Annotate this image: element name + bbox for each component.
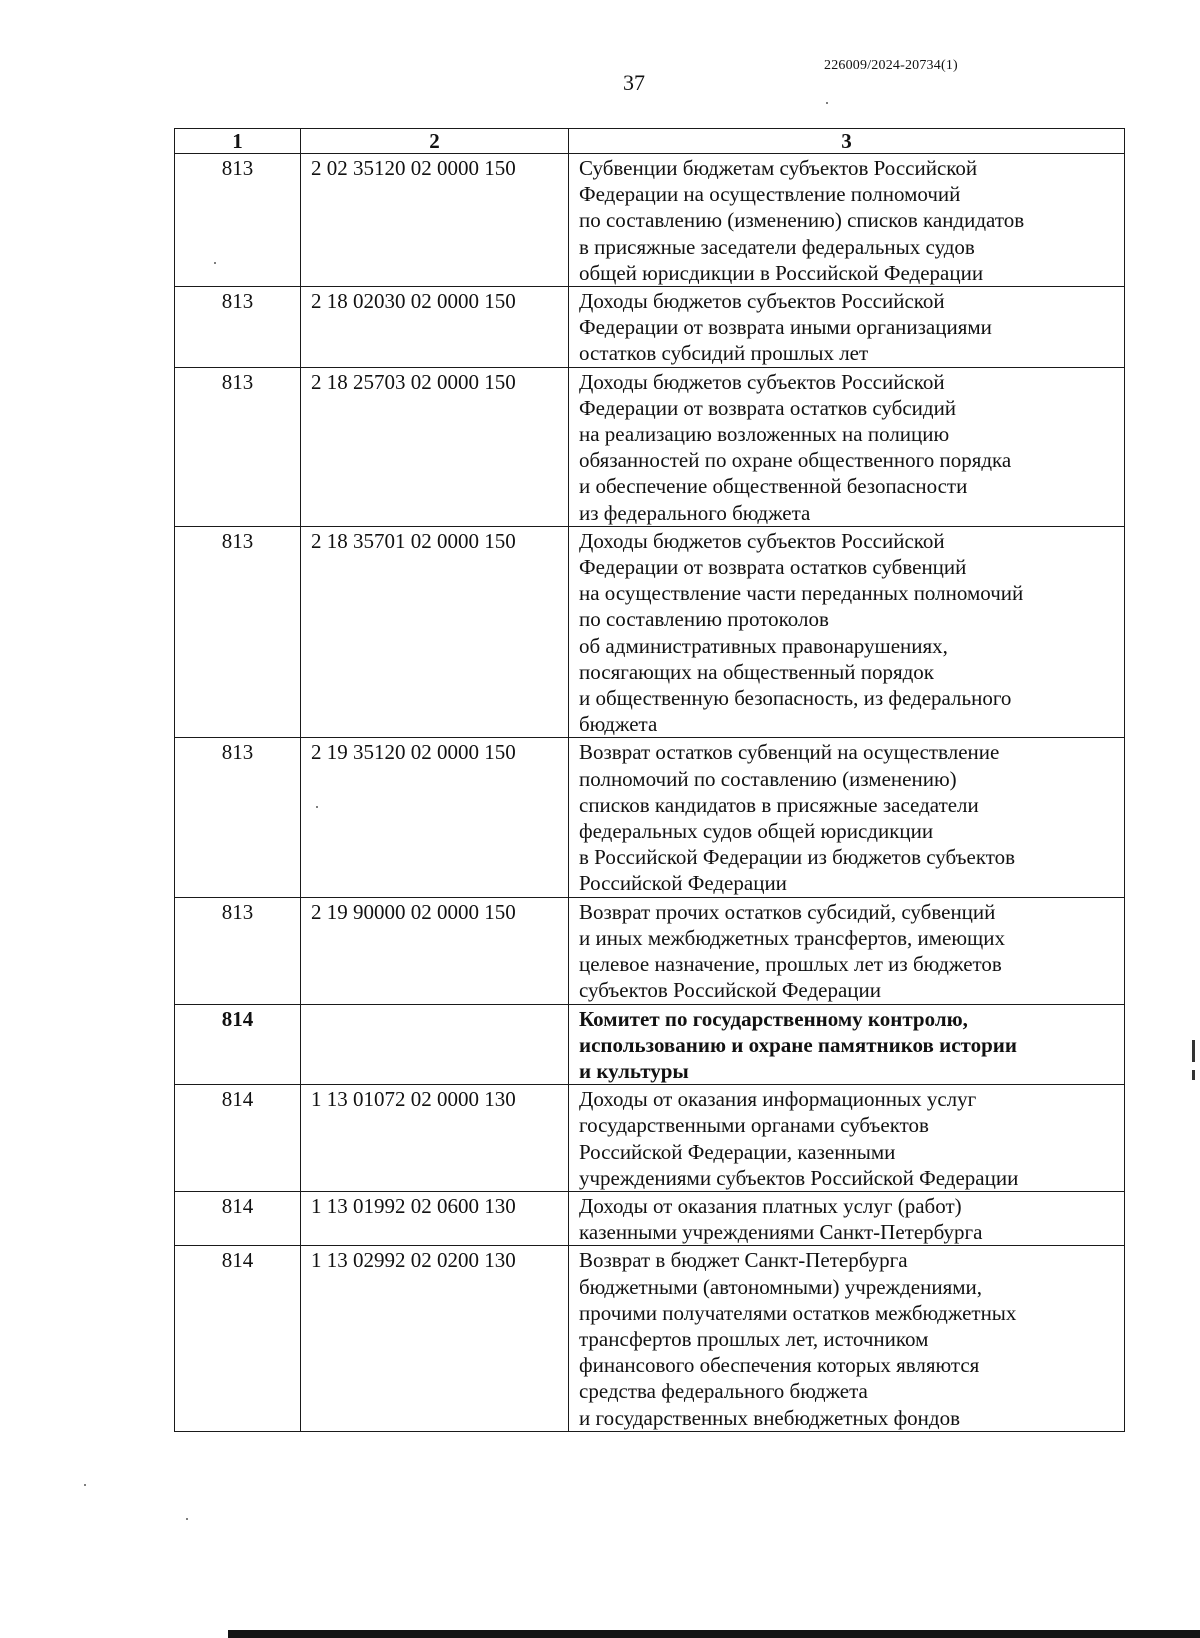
description-line: об административных правонарушениях, xyxy=(579,633,948,658)
description-line: бюджета xyxy=(579,712,658,737)
scan-speck xyxy=(186,1518,188,1520)
description-line: Федерации на осуществление полномочий xyxy=(579,182,961,207)
description-line: прочими получателями остатков межбюджетных xyxy=(579,1300,1017,1325)
description-line: и общественную безопасность, из федерального xyxy=(579,686,1012,711)
description-line: Доходы бюджетов субъектов Российской xyxy=(579,369,945,394)
description-line: и иных межбюджетных трансфертов, имеющих xyxy=(579,925,1005,950)
table-row xyxy=(175,1191,1125,1245)
description-cell xyxy=(569,367,1125,526)
description-line: Федерации от возврата иными организациями xyxy=(579,315,992,340)
description-line: списков кандидатов в присяжные заседатели xyxy=(579,792,979,817)
description-line: из федерального бюджета xyxy=(579,500,811,525)
revenue-codes-table xyxy=(174,128,1125,1432)
description-line: по составлению протоколов xyxy=(579,607,829,632)
description-cell xyxy=(569,738,1125,897)
description-line: Возврат остатков субвенций на осуществление xyxy=(579,740,1000,765)
description-line: финансового обеспечения которых являются xyxy=(579,1353,980,1378)
revenue-code-cell: 2 19 35120 02 0000 150 xyxy=(301,738,569,897)
table-row xyxy=(175,154,1125,287)
table-body xyxy=(175,154,1125,1432)
scan-bottom-edge xyxy=(228,1630,1200,1638)
admin-code-cell: 814 xyxy=(175,1191,301,1245)
description-line: субъектов Российской Федерации xyxy=(579,978,882,1003)
description-line: Российской Федерации xyxy=(579,871,787,896)
table-header-row xyxy=(175,129,1125,154)
description-cell xyxy=(569,1004,1125,1085)
column-header-2: 2 xyxy=(301,129,569,154)
revenue-code-cell: 1 13 01072 02 0000 130 xyxy=(301,1085,569,1192)
description-line: Субвенции бюджетам субъектов Российской xyxy=(579,156,978,180)
description-line: на осуществление части переданных полномочий xyxy=(579,581,1024,606)
revenue-code-cell: 2 18 25703 02 0000 150 xyxy=(301,367,569,526)
description-line: федеральных судов общей юрисдикции xyxy=(579,819,934,844)
admin-code-cell: 813 xyxy=(175,154,301,287)
scan-speck xyxy=(214,262,216,264)
description-line: и культуры xyxy=(579,1058,689,1083)
table-row xyxy=(175,738,1125,897)
scan-speck xyxy=(316,806,318,808)
revenue-code-cell: 2 19 90000 02 0000 150 xyxy=(301,897,569,1004)
description-line: общей юрисдикции в Российской Федерации xyxy=(579,260,984,285)
description-line: Доходы бюджетов субъектов Российской xyxy=(579,289,945,314)
description-line: Доходы от оказания платных услуг (работ) xyxy=(579,1193,962,1218)
document-id: 226009/2024-20734(1) xyxy=(824,58,958,73)
revenue-code-cell: 2 02 35120 02 0000 150 xyxy=(301,154,569,287)
description-cell xyxy=(569,526,1125,738)
description-line: целевое назначение, прошлых лет из бюджетов xyxy=(579,952,1002,977)
table-row xyxy=(175,1246,1125,1431)
description-cell xyxy=(569,1191,1125,1245)
description-line: остатков субсидий прошлых лет xyxy=(579,341,869,366)
description-line: Возврат прочих остатков субсидий, субвенций xyxy=(579,899,996,924)
scan-edge-mark xyxy=(1192,1040,1195,1062)
description-line: использованию и охране памятников истории xyxy=(579,1032,1017,1057)
description-line: в присяжные заседатели федеральных судов xyxy=(579,234,975,259)
description-line: Российской Федерации, казенными xyxy=(579,1139,896,1164)
description-line: полномочий по составлению (изменению) xyxy=(579,766,957,791)
description-line: казенными учреждениями Санкт-Петербурга xyxy=(579,1220,983,1245)
table-row xyxy=(175,367,1125,526)
description-line: Федерации от возврата остатков субсидий xyxy=(579,395,957,420)
description-line: бюджетными (автономными) учреждениями, xyxy=(579,1274,983,1299)
description-line: обязанностей по охране общественного порядка xyxy=(579,448,1012,473)
description-line: в Российской Федерации из бюджетов субъектов xyxy=(579,845,1016,870)
admin-code-cell: 814 xyxy=(175,1246,301,1431)
description-line: Доходы бюджетов субъектов Российской xyxy=(579,528,945,553)
revenue-code-cell: 2 18 02030 02 0000 150 xyxy=(301,287,569,368)
column-header-1: 1 xyxy=(175,129,301,154)
description-line: Комитет по государственному контролю, xyxy=(579,1006,968,1031)
description-cell xyxy=(569,287,1125,368)
description-line: учреждениями субъектов Российской Федерации xyxy=(579,1165,1019,1190)
table-row xyxy=(175,1004,1125,1085)
revenue-code-cell xyxy=(301,1004,569,1085)
description-cell xyxy=(569,897,1125,1004)
description-line: Федерации от возврата остатков субвенций xyxy=(579,555,967,580)
description-line: по составлению (изменению) списков кандидатов xyxy=(579,208,1025,233)
admin-code-cell: 813 xyxy=(175,738,301,897)
description-line: трансфертов прошлых лет, источником xyxy=(579,1326,929,1351)
revenue-code-cell: 1 13 01992 02 0600 130 xyxy=(301,1191,569,1245)
description-line: государственными органами субъектов xyxy=(579,1113,929,1138)
description-line: Доходы от оказания информационных услуг xyxy=(579,1087,977,1112)
table-row xyxy=(175,526,1125,738)
description-line: на реализацию возложенных на полицию xyxy=(579,422,950,447)
scan-speck xyxy=(826,102,828,104)
description-line: и обеспечение общественной безопасности xyxy=(579,474,968,499)
admin-code-cell: 813 xyxy=(175,367,301,526)
admin-code-cell: 813 xyxy=(175,526,301,738)
column-header-3: 3 xyxy=(569,129,1125,154)
admin-code-cell: 814 xyxy=(175,1085,301,1192)
description-line: и государственных внебюджетных фондов xyxy=(579,1405,961,1430)
admin-code-cell: 813 xyxy=(175,287,301,368)
table-row xyxy=(175,1085,1125,1192)
description-line: посягающих на общественный порядок xyxy=(579,659,935,684)
revenue-code-cell: 2 18 35701 02 0000 150 xyxy=(301,526,569,738)
admin-code-cell: 814 xyxy=(175,1004,301,1085)
table-row xyxy=(175,897,1125,1004)
page-number: 37 xyxy=(623,70,645,95)
scan-edge-mark xyxy=(1192,1070,1195,1080)
scan-speck xyxy=(84,1484,86,1486)
revenue-code-cell: 1 13 02992 02 0200 130 xyxy=(301,1246,569,1431)
table-row xyxy=(175,287,1125,368)
admin-code-cell: 813 xyxy=(175,897,301,1004)
description-cell xyxy=(569,1085,1125,1192)
description-cell xyxy=(569,154,1125,287)
description-line: средства федерального бюджета xyxy=(579,1379,868,1404)
description-line: Возврат в бюджет Санкт-Петербурга xyxy=(579,1248,908,1273)
description-cell xyxy=(569,1246,1125,1431)
